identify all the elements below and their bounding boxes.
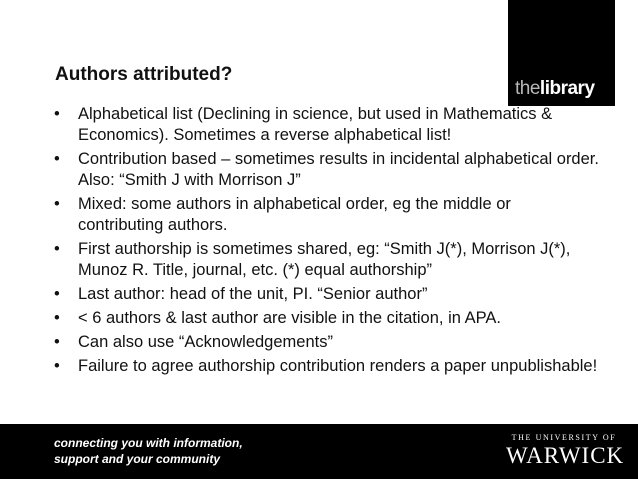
bullet-item	[54, 332, 599, 353]
bullet-marker: •	[54, 333, 60, 351]
university-name: WARWICK	[506, 443, 625, 468]
slide-title: Authors attributed?	[55, 64, 233, 85]
bullet-marker: •	[54, 240, 60, 258]
bullet-marker: •	[54, 195, 60, 213]
bullet-text: Can also use “Acknowledgements”	[78, 333, 333, 351]
footer-tagline	[54, 435, 314, 467]
bullet-marker: •	[54, 357, 60, 375]
bullet-marker: •	[54, 105, 60, 123]
bullet-text: Mixed: some authors in alphabetical order, eg the middle or contributing authors.	[78, 195, 511, 234]
warwick-logo	[506, 433, 625, 469]
bullet-marker: •	[54, 150, 60, 168]
logo-prefix: the	[515, 78, 540, 99]
tagline-line-1: connecting you with information,	[54, 436, 243, 450]
tagline-line-2: support and your community	[54, 452, 221, 466]
bullet-item	[54, 104, 599, 146]
bullet-item	[54, 308, 599, 329]
bullet-text: Last author: head of the unit, PI. “Senior author”	[78, 285, 428, 303]
library-logo	[508, 0, 615, 106]
bullet-text: Failure to agree authorship contribution renders a paper unpublishable!	[78, 357, 598, 375]
library-logo-text	[515, 79, 595, 98]
bullet-text: First authorship is sometimes shared, eg: “Smith J(*), Morrison J(*), Munoz R. Title, journal, etc. (*) equal authorship”	[78, 240, 571, 279]
bullet-item	[54, 149, 599, 191]
footer-bar	[0, 424, 638, 479]
bullet-item	[54, 356, 599, 377]
bullet-marker: •	[54, 285, 60, 303]
bullet-item	[54, 284, 599, 305]
bullet-item	[54, 239, 599, 281]
bullet-text: Alphabetical list (Declining in science, but used in Mathematics & Economics). Sometimes a reverse alphabetical list!	[78, 105, 553, 144]
bullet-marker: •	[54, 309, 60, 327]
bullet-text: Contribution based – sometimes results in incidental alphabetical order. Also: “Smith J with Morrison J”	[78, 150, 599, 189]
university-small-text: THE UNIVERSITY OF	[511, 433, 617, 442]
bullet-item	[54, 194, 599, 236]
logo-word: library	[539, 78, 595, 99]
bullet-text: < 6 authors & last author are visible in the citation, in APA.	[78, 309, 501, 327]
bullet-list	[54, 104, 599, 380]
